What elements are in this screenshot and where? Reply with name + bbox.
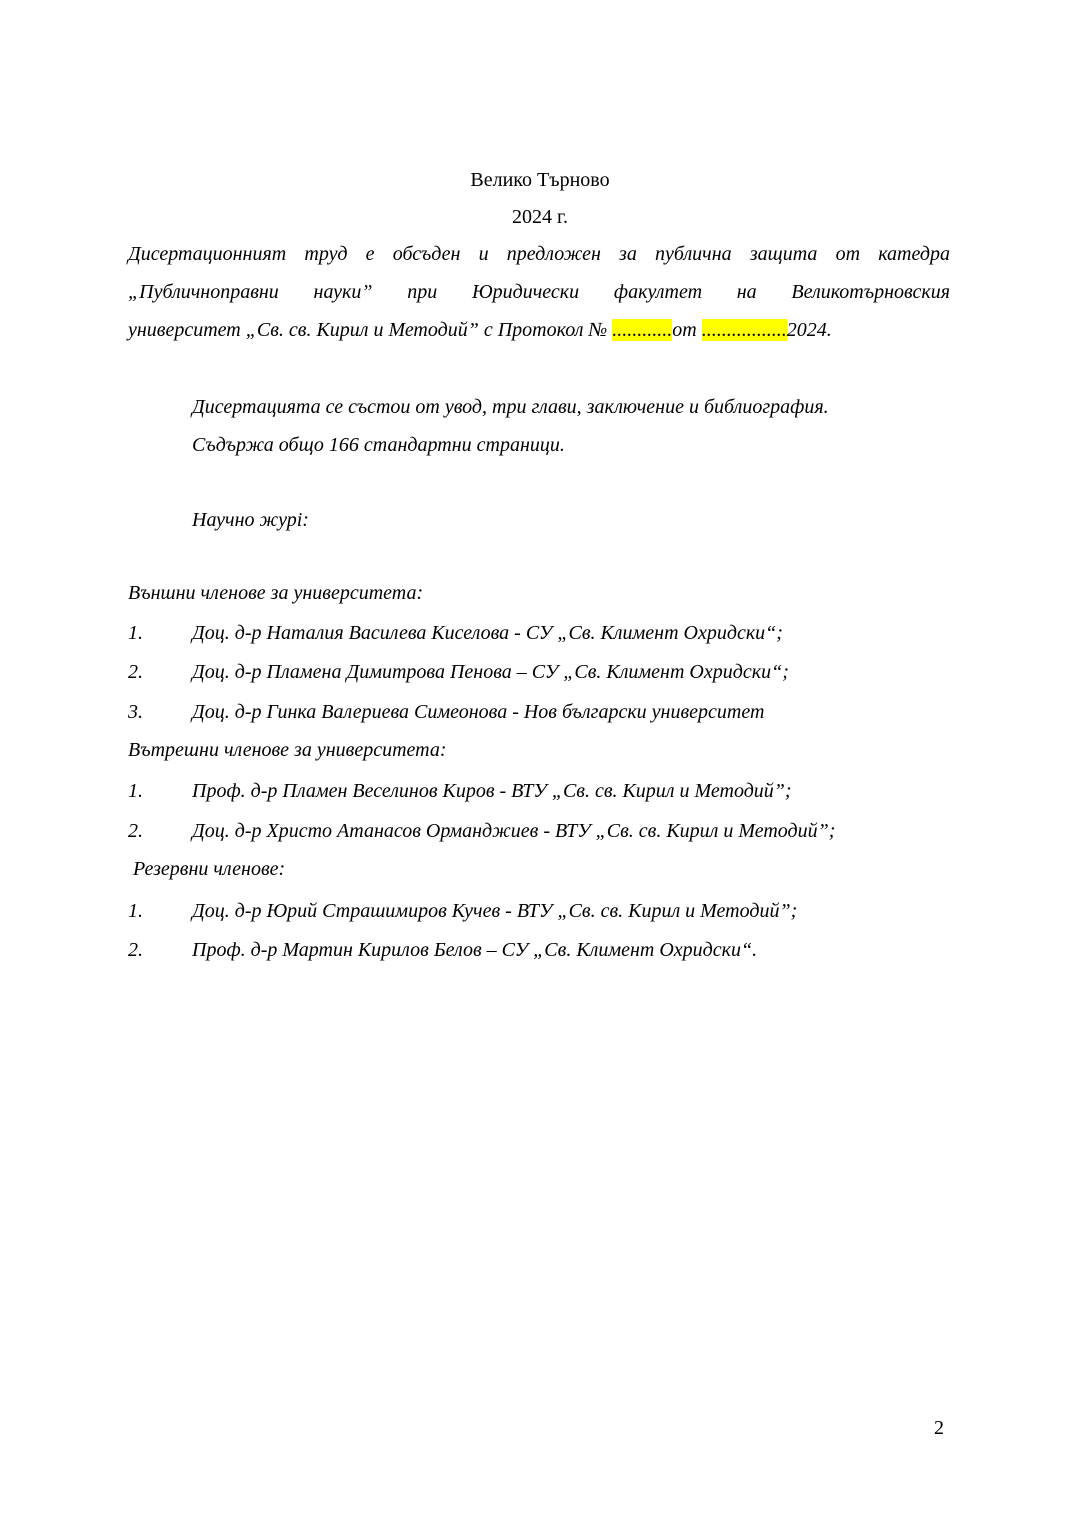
reserve-member-2: Проф. д-р Мартин Кирилов Белов – СУ „Св. Климент Охридски“. [192, 939, 758, 961]
external-member-3-num: 3. [128, 701, 143, 723]
discussion-line-3-start: университет „Св. св. Кирил и Методий” с Протокол № [128, 319, 613, 341]
jury-title: Научно журi: [192, 509, 309, 531]
discussion-line-2: „Публичноправни науки” при Юридически факултет на Великотърновския [128, 281, 950, 303]
discussion-line-3 [128, 311, 950, 349]
reserve-member-2-num: 2. [128, 939, 143, 961]
date-blank: ................. [701, 319, 787, 341]
internal-heading: Вътрешни членове за университета: [128, 739, 447, 761]
external-heading: Външни членове за университета: [128, 582, 424, 604]
year-line: 2024 г. [512, 206, 568, 228]
structure-line-2: Съдържа общо 166 стандартни страници. [192, 434, 565, 456]
external-member-2-num: 2. [128, 661, 143, 683]
page-number: 2 [934, 1417, 944, 1439]
reserve-member-1-num: 1. [128, 900, 143, 922]
discussion-line-1: Дисертационният труд е обсъден и предложен за публична защита от катедра [128, 243, 950, 265]
city-line: Велико Търново [470, 169, 610, 191]
protocol-number-blank: ............ [612, 319, 673, 341]
internal-member-2-num: 2. [128, 820, 143, 842]
internal-member-1-num: 1. [128, 780, 143, 802]
internal-member-1: Проф. д-р Пламен Веселинов Киров - ВТУ „Св. св. Кирил и Методий”; [192, 780, 792, 802]
structure-line-1: Дисертацията се състои от увод, три глави, заключение и библиография. [192, 396, 829, 418]
reserve-heading: Резервни членове: [133, 858, 286, 880]
discussion-paragraph [128, 235, 950, 349]
external-member-1-num: 1. [128, 622, 143, 644]
internal-member-2: Доц. д-р Христо Атанасов Орманджиев - ВТУ „Св. св. Кирил и Методий”; [192, 820, 836, 842]
external-member-3: Доц. д-р Гинка Валериева Симеонова - Нов български университет [192, 701, 765, 723]
external-member-1: Доц. д-р Наталия Василева Киселова - СУ „Св. Климент Охридски“; [192, 622, 783, 644]
year-end: 2024. [786, 319, 832, 341]
reserve-member-1: Доц. д-р Юрий Страшимиров Кучев - ВТУ „Св. св. Кирил и Методий”; [192, 900, 798, 922]
from-word: от [672, 319, 702, 341]
external-member-2: Доц. д-р Пламена Димитрова Пенова – СУ „Св. Климент Охридски“; [192, 661, 789, 683]
